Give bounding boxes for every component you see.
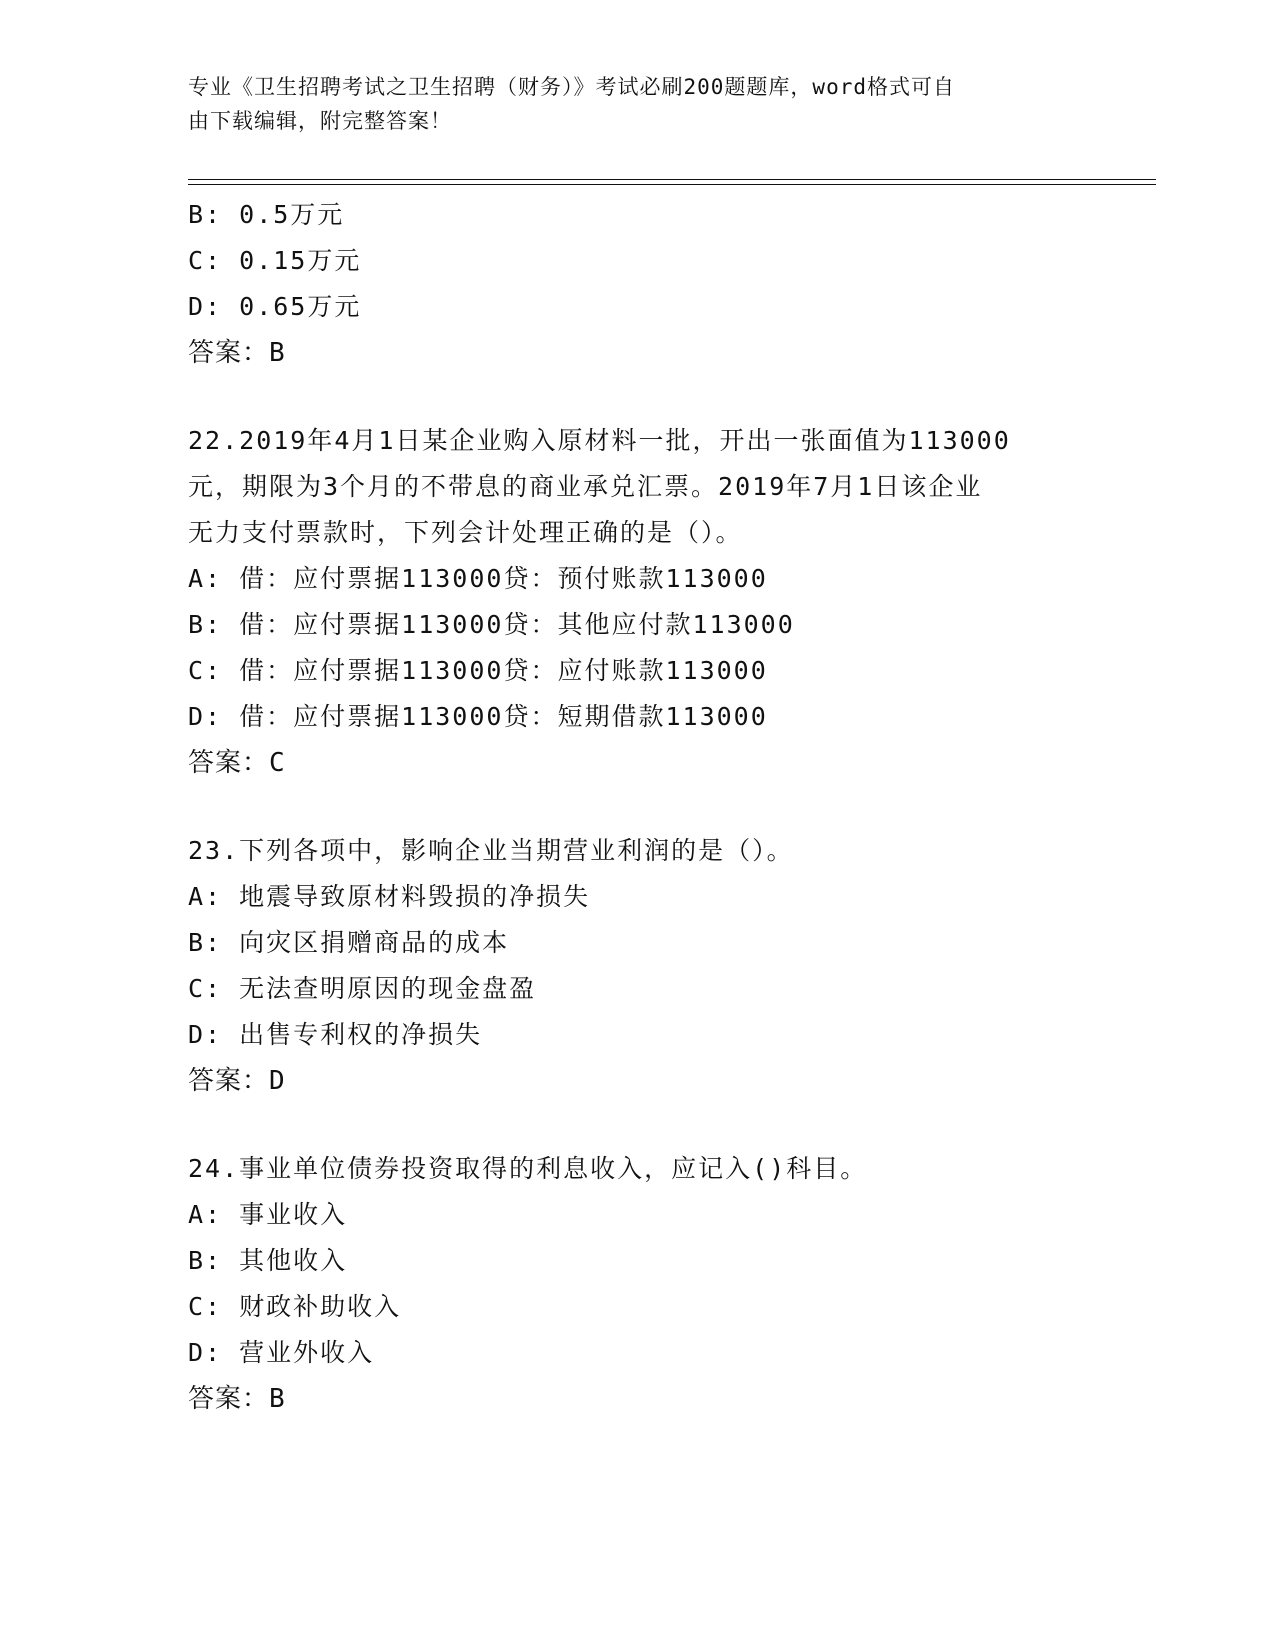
question-21-tail	[188, 192, 1088, 376]
option-c: C: 借：应付票据113000贷：应付账款113000	[188, 656, 768, 685]
question-stem-line: 22.2019年4月1日某企业购入原材料一批，开出一张面值为113000	[188, 426, 1011, 455]
option-b: B: 借：应付票据113000贷：其他应付款113000	[188, 610, 795, 639]
option-c: C: 0.15万元	[188, 246, 362, 275]
spacer	[188, 376, 1088, 418]
question-list	[188, 192, 1088, 1422]
option-b: B: 向灾区捐赠商品的成本	[188, 928, 510, 957]
answer-line: 答案：B	[188, 338, 286, 368]
option-c: C: 无法查明原因的现金盘盈	[188, 974, 537, 1003]
option-b: B: 其他收入	[188, 1246, 348, 1275]
spacer	[188, 786, 1088, 828]
question-stem-line: 23.下列各项中，影响企业当期营业利润的是（）。	[188, 836, 794, 865]
option-d: D: 营业外收入	[188, 1338, 375, 1367]
document-header	[188, 70, 1068, 138]
answer-line: 答案：C	[188, 748, 286, 778]
question-stem-line: 24.事业单位债券投资取得的利息收入，应记入()科目。	[188, 1154, 868, 1183]
question-stem-line: 无力支付票款时，下列会计处理正确的是（）。	[188, 518, 743, 547]
header-divider-bottom	[188, 184, 1156, 185]
question-22	[188, 418, 1088, 786]
question-stem-line: 元，期限为3个月的不带息的商业承兑汇票。2019年7月1日该企业	[188, 472, 983, 501]
spacer	[188, 1104, 1088, 1146]
option-b: B: 0.5万元	[188, 200, 345, 229]
header-line-2: 由下载编辑，附完整答案！	[188, 109, 452, 133]
question-23	[188, 828, 1088, 1104]
option-d: D: 出售专利权的净损失	[188, 1020, 483, 1049]
option-d: D: 0.65万元	[188, 292, 362, 321]
option-d: D: 借：应付票据113000贷：短期借款113000	[188, 702, 768, 731]
header-line-1: 专业《卫生招聘考试之卫生招聘（财务）》考试必刷200题题库，word格式可自	[188, 75, 955, 99]
option-a: A: 事业收入	[188, 1200, 348, 1229]
option-a: A: 地震导致原材料毁损的净损失	[188, 882, 591, 911]
option-a: A: 借：应付票据113000贷：预付账款113000	[188, 564, 768, 593]
answer-line: 答案：D	[188, 1066, 286, 1096]
question-24	[188, 1146, 1088, 1422]
option-c: C: 财政补助收入	[188, 1292, 402, 1321]
header-divider-top	[188, 179, 1156, 180]
answer-line: 答案：B	[188, 1384, 286, 1414]
